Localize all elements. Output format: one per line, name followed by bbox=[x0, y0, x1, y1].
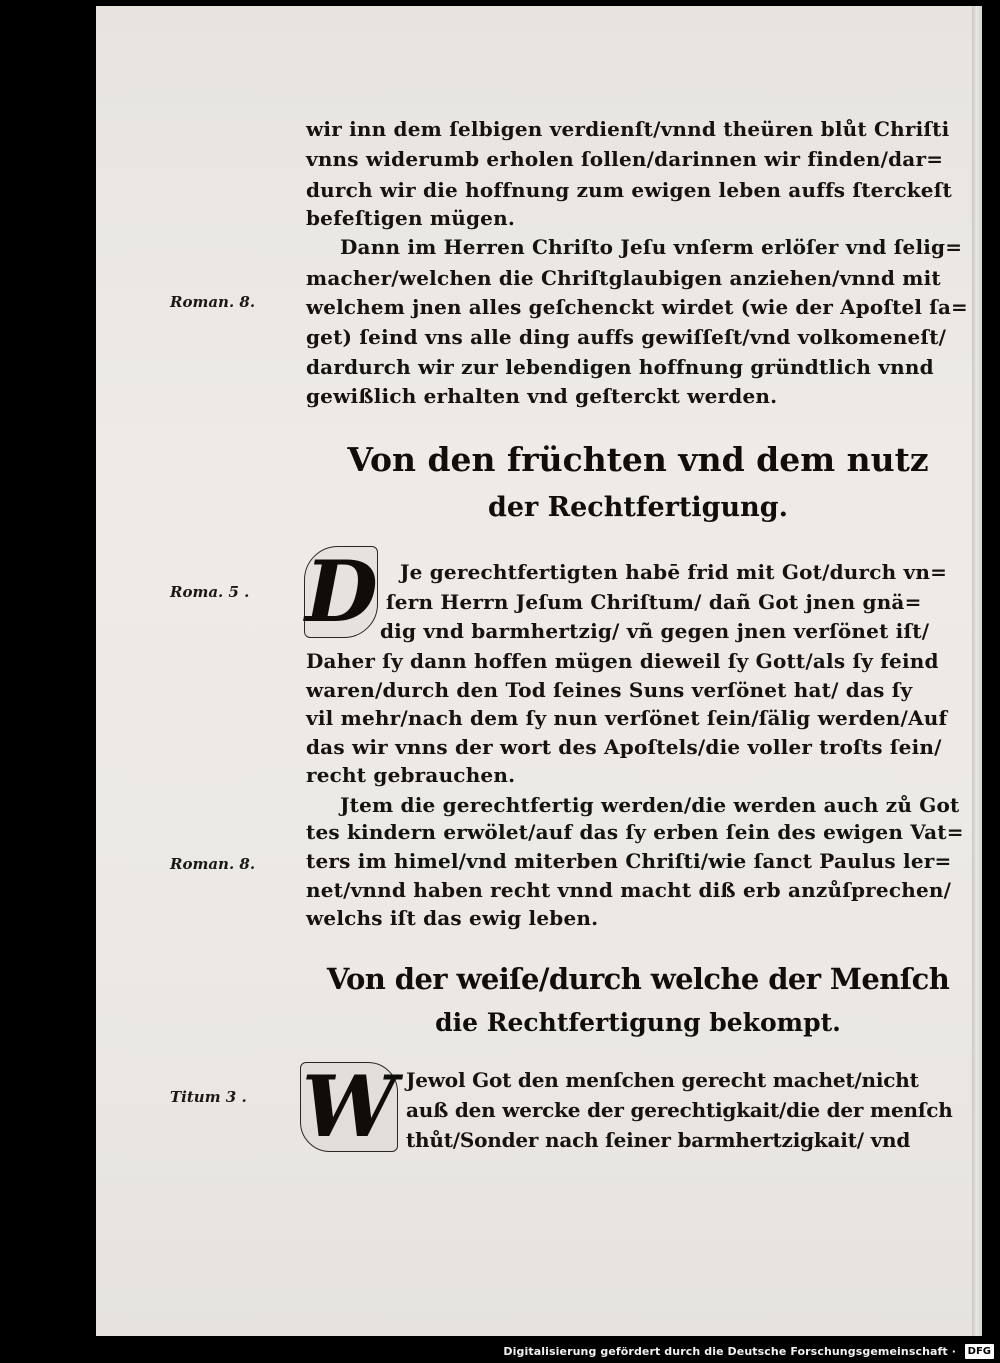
digitization-credit: Digitalisierung gefördert durch die Deutsche Forschungsgemeinschaft · bbox=[503, 1345, 956, 1358]
text-line: waren/durch den Tod ſeines Suns verſönet hat/ das ſy bbox=[306, 678, 913, 702]
text-line: Je gerechtfertigten habē frid mit Got/durch vn= bbox=[400, 560, 948, 584]
decorated-initial-w: W bbox=[301, 1057, 397, 1156]
section-heading-fruits-line2: der Rechtfertigung. bbox=[487, 492, 788, 523]
text-line: durch wir die hoffnung zum ewigen leben auffs ſterckeſt bbox=[306, 178, 952, 202]
text-line: dig vnd barmhertzig/ vñ gegen jnen verſönet iſt/ bbox=[380, 619, 930, 643]
text-line: recht gebrauchen. bbox=[306, 763, 516, 787]
text-line: Dann im Herren Chriſto Jeſu vnſerm erlöſer vnd ſelig= bbox=[340, 235, 963, 259]
text-line: wir inn dem ſelbigen verdienſt/vnnd theüren blůt Chriſti bbox=[306, 117, 950, 141]
dfg-logo: DFG bbox=[965, 1344, 994, 1359]
page-edge bbox=[972, 6, 982, 1336]
text-line: tes kindern erwölet/auf das ſy erben ſein des ewigen Vat= bbox=[306, 820, 964, 844]
text-line: vil mehr/nach dem ſy nun verſönet ſein/ſälig werden/Auf bbox=[306, 706, 948, 730]
text-line: ters im himel/vnd miterben Chriſti/wie ſanct Paulus ler= bbox=[306, 849, 952, 873]
text-line: get) ſeind vns alle ding auffs gewiſſeſt/vnd volkomeneſt/ bbox=[306, 325, 947, 349]
margin-note-roman-8: Roman. 8. bbox=[170, 293, 256, 311]
text-line: vnns widerumb erholen ſollen/darinnen wir finden/dar= bbox=[306, 147, 944, 171]
text-line: befeſtigen mügen. bbox=[306, 206, 516, 230]
text-line: Daher ſy dann hoffen mügen dieweil ſy Gott/als ſy feind bbox=[306, 649, 939, 673]
decorated-initial-d: D bbox=[305, 542, 378, 641]
text-line: dardurch wir zur lebendigen hoffnung gründtlich vnnd bbox=[306, 355, 934, 379]
text-line: thůt/Sonder nach ſeiner barmhertzigkait/ vnd bbox=[406, 1128, 911, 1152]
margin-note-roma-5: Roma. 5 . bbox=[170, 583, 250, 601]
section-heading-fruits: Von den früchten vnd dem nutz bbox=[347, 440, 929, 479]
margin-note-titum-3: Titum 3 . bbox=[170, 1088, 247, 1106]
text-line: auß den wercke der gerechtigkait/die der menſch bbox=[406, 1098, 953, 1122]
text-line: net/vnnd haben recht vnnd macht diß erb anzůſprechen/ bbox=[306, 878, 952, 902]
text-line: Jewol Got den menſchen gerecht machet/nicht bbox=[406, 1068, 919, 1092]
text-line: gewißlich erhalten vnd geſterckt werden. bbox=[306, 384, 778, 408]
section-heading-way: Von der weiſe/durch welche der Menſch bbox=[326, 962, 950, 996]
margin-note-roman-8-second: Roman. 8. bbox=[170, 855, 256, 873]
text-line: ſern Herrn Jeſum Chriſtum/ dañ Got jnen gnä= bbox=[386, 590, 922, 614]
section-heading-way-line2: die Rechtfertigung bekompt. bbox=[435, 1008, 841, 1037]
text-line: welchem jnen alles geſchenckt wirdet (wie der Apoſtel ſa= bbox=[306, 295, 968, 319]
text-line: macher/welchen die Chriſtglaubigen anziehen/vnnd mit bbox=[306, 266, 941, 290]
text-line: das wir vnns der wort des Apoſtels/die voller troſts ſein/ bbox=[306, 735, 942, 759]
text-line: Jtem die gerechtfertig werden/die werden auch zů Got bbox=[340, 793, 960, 817]
text-line: welchs iſt das ewig leben. bbox=[306, 906, 599, 930]
